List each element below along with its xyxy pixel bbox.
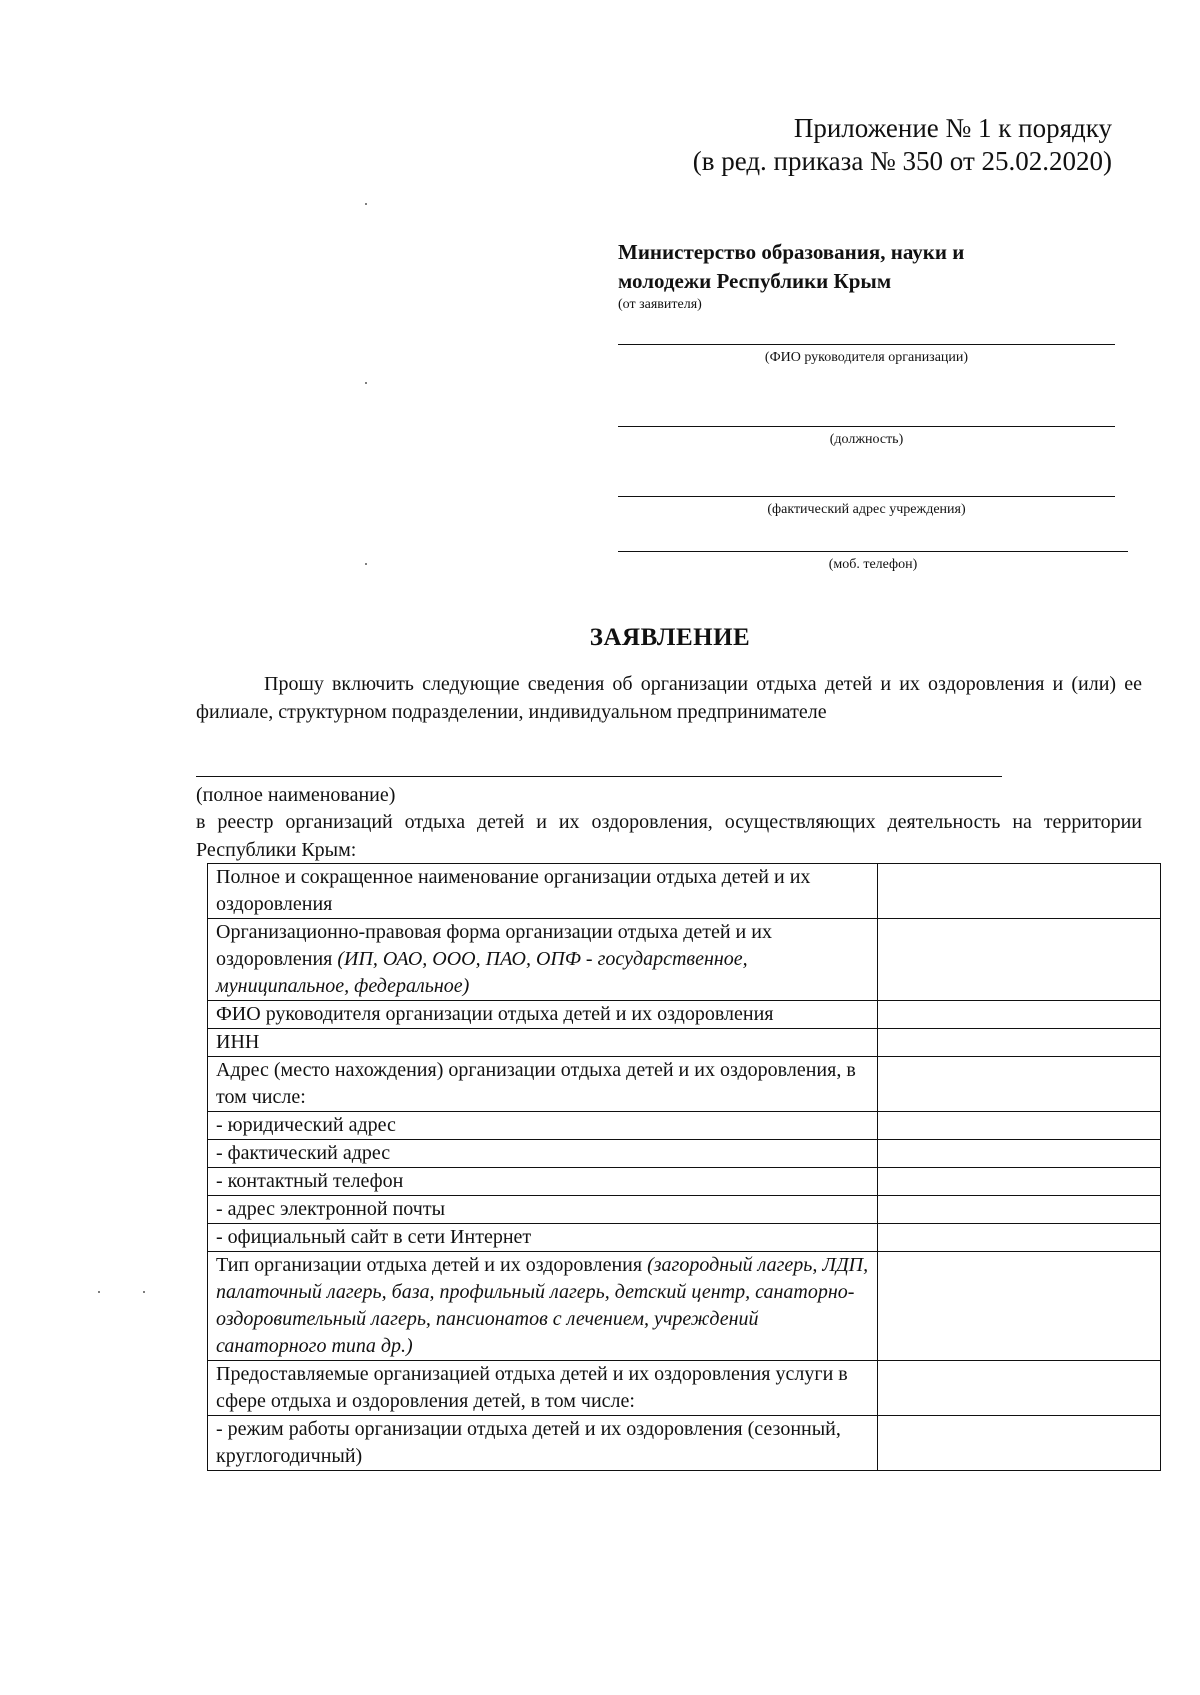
row-value-cell[interactable] (877, 1168, 1160, 1196)
table-row (208, 1029, 1161, 1057)
position-field[interactable] (618, 426, 1115, 449)
row-label-text: Тип организации отдыха детей и их оздоровления (216, 1254, 648, 1276)
table-row (208, 1112, 1161, 1140)
registry-paragraph: в реестр организаций отдыха детей и их оздоровления, осуществляющих деятельность на территории Республики Крым: (196, 811, 1142, 861)
row-label-text: - режим работы организации отдыха детей и их оздоровления (сезонный, круглогодичный) (216, 1418, 841, 1467)
table-row (208, 1416, 1161, 1471)
director-name-caption: (ФИО руководителя организации) (764, 350, 969, 365)
row-label (208, 919, 878, 1001)
director-name-field[interactable] (618, 344, 1115, 367)
row-value-cell[interactable] (877, 1416, 1160, 1471)
table-row (208, 919, 1161, 1001)
scan-speck (365, 203, 367, 205)
row-label-text: Полное и сокращенное наименование организации отдыха детей и их оздоровления (216, 866, 811, 915)
table-row (208, 1001, 1161, 1029)
row-label-text: - официальный сайт в сети Интернет (216, 1226, 532, 1248)
details-table (207, 863, 1161, 1471)
actual-address-field[interactable] (618, 496, 1115, 519)
row-label-text: ФИО руководителя организации отдыха детей и их оздоровления (216, 1003, 774, 1025)
table-row (208, 864, 1161, 919)
row-value-cell[interactable] (877, 1224, 1160, 1252)
table-row (208, 1361, 1161, 1416)
row-label-text: ИНН (216, 1031, 260, 1053)
row-value-cell[interactable] (877, 1029, 1160, 1057)
mobile-phone-field[interactable] (618, 551, 1128, 574)
table-row (208, 1252, 1161, 1361)
row-label-text: Организационно-правовая форма организации отдыха детей и их оздоровления (216, 921, 772, 970)
row-value-cell[interactable] (877, 1001, 1160, 1029)
row-label-text: Предоставляемые организацией отдыха детей и их оздоровления услуги в сфере отдыха и оздоровления детей, в том числе: (216, 1363, 848, 1412)
table-row (208, 1168, 1161, 1196)
row-label (208, 1416, 878, 1471)
annex-line-1: Приложение № 1 к порядку (793, 113, 1112, 143)
row-label (208, 1252, 878, 1361)
row-label (208, 1361, 878, 1416)
row-label (208, 864, 878, 919)
row-label-text: Адрес (место нахождения) организации отдыха детей и их оздоровления, в том числе: (216, 1059, 856, 1108)
row-value-cell[interactable] (877, 1196, 1160, 1224)
actual-address-caption: (фактический адрес учреждения) (767, 502, 966, 517)
row-label (208, 1196, 878, 1224)
director-name-line (618, 344, 1115, 345)
ministry-line-2: молодежи Республики Крым (618, 269, 892, 293)
scan-speck (143, 1291, 145, 1293)
row-label (208, 1168, 878, 1196)
recipient-block (618, 238, 1128, 314)
full-name-caption: (полное наименование) (196, 784, 396, 806)
annex-reference (693, 112, 1112, 178)
row-label-text: - адрес электронной почты (216, 1198, 446, 1220)
table-row (208, 1057, 1161, 1112)
row-value-cell[interactable] (877, 864, 1160, 919)
table-row (208, 1196, 1161, 1224)
from-applicant-label: (от заявителя) (618, 297, 702, 312)
row-value-cell[interactable] (877, 1057, 1160, 1112)
request-paragraph: Прошу включить следующие сведения об организации отдыха детей и их оздоровления и (или) ее филиале, структурном подразделении, индивидуальном предпринимателе (196, 673, 1142, 723)
position-caption: (должность) (829, 432, 904, 447)
row-label-note: (ИП, ОАО, ООО, ПАО, ОПФ - государственное, муниципальное, федеральное) (216, 948, 748, 997)
row-label (208, 1001, 878, 1029)
row-label-text: - юридический адрес (216, 1114, 396, 1136)
actual-address-line (618, 496, 1115, 497)
row-value-cell[interactable] (877, 1140, 1160, 1168)
position-line (618, 426, 1115, 427)
row-label (208, 1224, 878, 1252)
row-label (208, 1029, 878, 1057)
scan-speck (365, 563, 367, 565)
ministry-line-1: Министерство образования, науки и (618, 240, 965, 264)
document-title: ЗАЯВЛЕНИЕ (589, 624, 751, 651)
row-label-note: (загородный лагерь, ЛДП, палаточный лагерь, база, профильный лагерь, детский центр, санаторно-оздоровительный лагерь, пансионатов с лечением, учреждений санаторного типа др.) (216, 1254, 869, 1357)
row-label (208, 1140, 878, 1168)
row-label (208, 1112, 878, 1140)
table-row (208, 1140, 1161, 1168)
row-label-text: - контактный телефон (216, 1170, 404, 1192)
row-label-text: - фактический адрес (216, 1142, 391, 1164)
row-label (208, 1057, 878, 1112)
annex-line-2: (в ред. приказа № 350 от 25.02.2020) (692, 146, 1112, 176)
scan-speck (365, 382, 367, 384)
row-value-cell[interactable] (877, 919, 1160, 1001)
row-value-cell[interactable] (877, 1252, 1160, 1361)
table-row (208, 1224, 1161, 1252)
mobile-phone-line (618, 551, 1128, 552)
row-value-cell[interactable] (877, 1112, 1160, 1140)
mobile-phone-caption: (моб. телефон) (828, 557, 918, 572)
full-name-line[interactable] (196, 776, 1002, 777)
row-value-cell[interactable] (877, 1361, 1160, 1416)
scan-speck (98, 1291, 100, 1293)
